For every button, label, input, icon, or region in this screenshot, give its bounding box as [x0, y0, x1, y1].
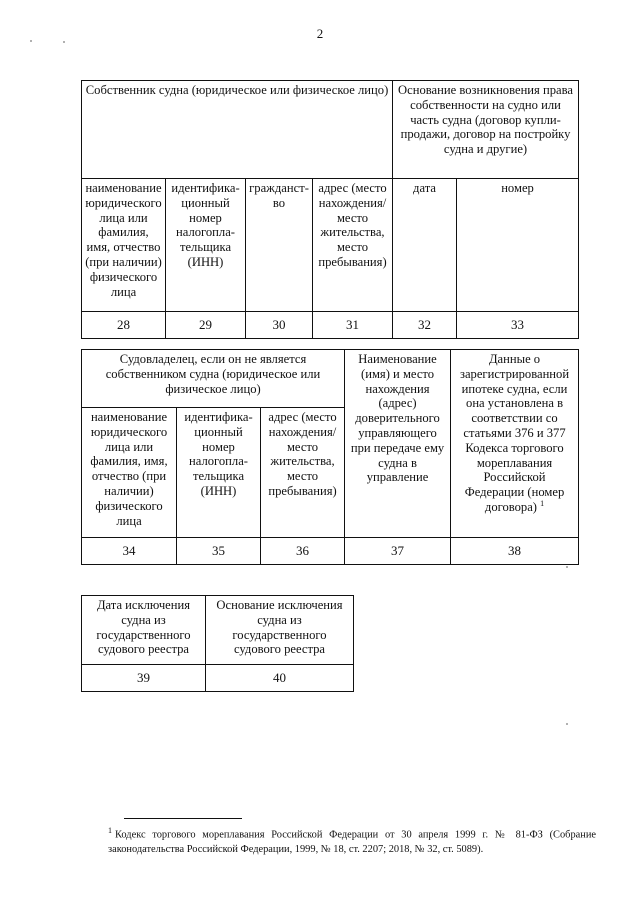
column-header: дата [393, 179, 457, 312]
exclusion-table [81, 595, 354, 692]
page-number: 2 [316, 26, 324, 41]
scan-speck [566, 566, 568, 568]
mortgage-header: Данные о зарегистрированной ипотеке судна, если она установлена в соответствии со статьями 376 и 377 Кодекса торгового мореплавания Российской Федерации (номер договора) $^1$ [451, 350, 579, 538]
column-header: наименование юридического лица или фамилия, имя, отчество (при наличии) физического лица [82, 408, 177, 538]
shipowner-table [81, 349, 579, 565]
column-header: номер [457, 179, 579, 312]
column-header: адрес (место нахождения/ место жительства, место пребывания) [261, 408, 345, 538]
footnote-divider [124, 818, 242, 819]
column-number: 29 [166, 312, 246, 339]
column-number: 40 [206, 665, 354, 692]
column-header: наименование юридического лица или фамилия, имя, отчество (при наличии) физического лица [82, 179, 166, 312]
column-number: 35 [177, 538, 261, 565]
column-number: 37 [345, 538, 451, 565]
scan-speck [566, 723, 568, 725]
column-header: адрес (место нахождения/ место жительства, место пребывания) [313, 179, 393, 312]
footnote [108, 823, 596, 857]
column-number: 38 [451, 538, 579, 565]
column-number: 36 [261, 538, 345, 565]
exclusion-date-header: Дата исключения судна из государственного судового реестра [82, 596, 206, 665]
column-number: 39 [82, 665, 206, 692]
column-number: 34 [82, 538, 177, 565]
column-number: 31 [313, 312, 393, 339]
column-number: 28 [82, 312, 166, 339]
footnote-reference: 1 [540, 498, 545, 508]
owner-header: Собственник судна (юридическое или физическое лицо) [82, 81, 393, 179]
column-header: идентифика-ционный номер налогопла-тельщика (ИНН) [166, 179, 246, 312]
column-number: 30 [246, 312, 313, 339]
column-header: гражданст-во [246, 179, 313, 312]
shipowner-header: Судовладелец, если он не является собственником судна (юридическое или физическое лицо) [82, 350, 345, 408]
ownership-basis-header: Основание возникновения права собственности на судно или часть судна (договор купли-продажи, договор на постройку судна и другие) [393, 81, 579, 179]
owner-table [81, 80, 579, 339]
column-number: 32 [393, 312, 457, 339]
exclusion-basis-header: Основание исключения судна из государственного судового реестра [206, 596, 354, 665]
footnote-marker: 1 [108, 826, 112, 835]
footnote-text: Кодекс торгового мореплавания Российской Федерации от 30 апреля 1999 г. № 81-ФЗ (Собрание законодательства Российской Федерации, 1999, № 18, ст. 2207; 2018, № 32, ст. 5089). [108, 829, 596, 856]
scan-speck [63, 41, 65, 43]
trust-manager-header: Наименование (имя) и место нахождения (адрес) доверительного управляющего при передаче ему судна в управление [345, 350, 451, 538]
scan-speck [30, 40, 32, 42]
column-header: идентифика-ционный номер налогопла-тельщика (ИНН) [177, 408, 261, 538]
column-number: 33 [457, 312, 579, 339]
